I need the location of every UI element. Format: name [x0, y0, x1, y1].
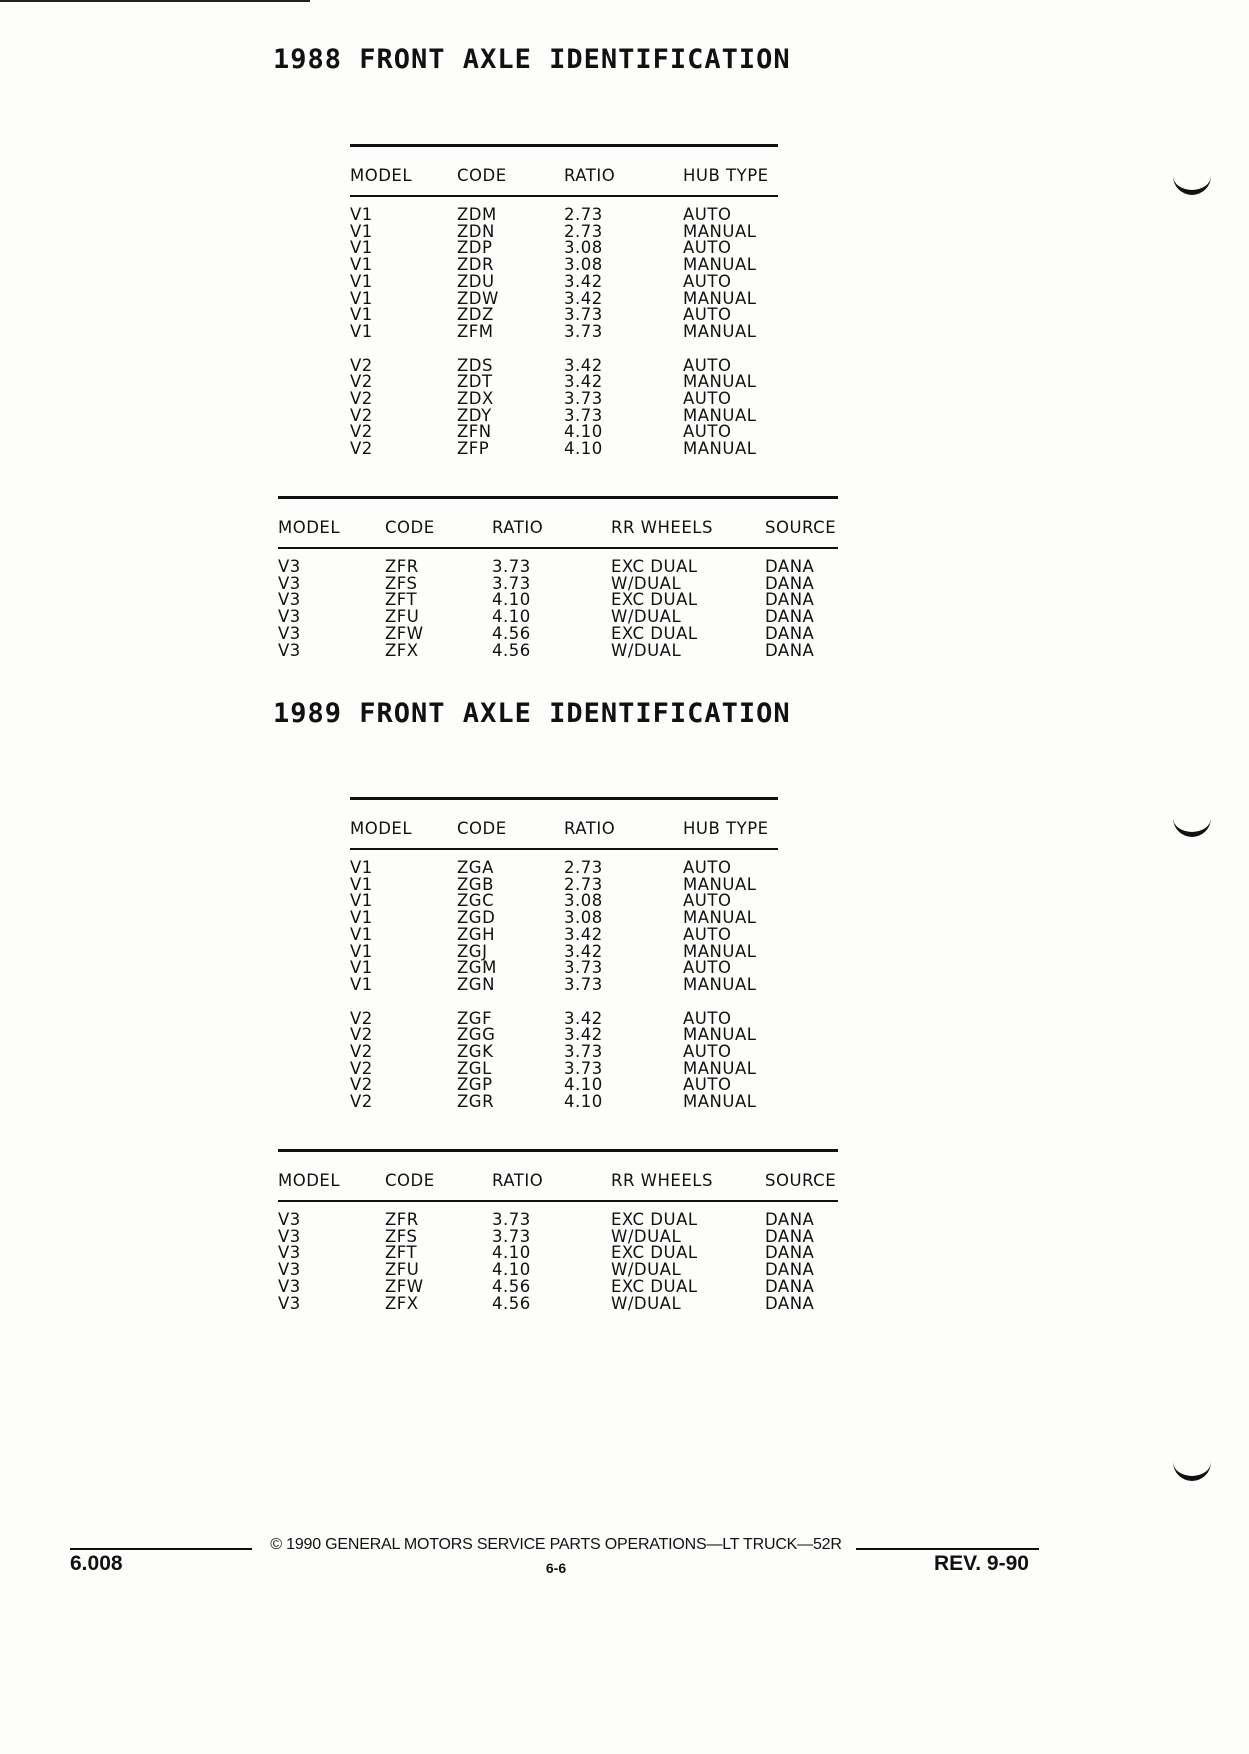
hub-table-1989 — [350, 797, 778, 1111]
table-cell: ZGL — [457, 1058, 492, 1078]
table-cell: 3.73 — [564, 1042, 603, 1062]
hub-table-1988 — [350, 144, 778, 458]
table-cell: 3.08 — [564, 891, 603, 911]
table-cell: EXC DUAL — [611, 1276, 698, 1296]
table-cell: MANUAL — [683, 1025, 757, 1045]
table-cell: 3.08 — [564, 255, 603, 275]
table-cell: V2 — [350, 1042, 373, 1062]
table-row — [350, 1094, 778, 1111]
column-header: HUB TYPE — [683, 818, 769, 838]
table-body — [350, 849, 778, 1111]
revision-label: REV. 9-90 — [934, 1552, 1029, 1575]
table-cell: 4.10 — [564, 1092, 603, 1112]
column-header: RR WHEELS — [611, 517, 713, 537]
table-cell: DANA — [765, 1210, 815, 1229]
table-cell: AUTO — [683, 1008, 732, 1028]
table-cell: ZGG — [457, 1025, 496, 1045]
table-cell: V3 — [278, 623, 301, 643]
table-cell: V3 — [278, 1276, 301, 1296]
table-row — [278, 576, 838, 593]
table-row — [278, 626, 838, 643]
table-cell: V3 — [278, 1243, 301, 1263]
table-cell: ZGN — [457, 974, 495, 994]
table-cell: AUTO — [683, 205, 732, 224]
table-cell: ZFN — [457, 422, 492, 442]
table-cell: ZDX — [457, 389, 494, 409]
table-cell: 3.73 — [564, 305, 603, 325]
table-cell: ZGC — [457, 891, 495, 911]
table-cell: 3.42 — [564, 924, 603, 944]
table-header-row — [278, 1151, 838, 1202]
table-cell: ZDS — [457, 355, 493, 375]
table-cell: ZFX — [385, 640, 419, 660]
table-cell: V3 — [278, 1260, 301, 1280]
table-cell: V1 — [350, 891, 373, 911]
table-cell: EXC DUAL — [611, 1243, 698, 1263]
table-cell: V1 — [350, 908, 373, 928]
table-cell: W/DUAL — [611, 607, 682, 627]
table-cell: 3.73 — [492, 1210, 531, 1229]
table-cell: V2 — [350, 372, 373, 392]
table-cell: 4.56 — [492, 1276, 531, 1296]
table-cell: V3 — [278, 1210, 301, 1229]
table-cell: ZFS — [385, 573, 418, 593]
table-cell: ZGP — [457, 1075, 493, 1095]
table-cell: ZDZ — [457, 305, 494, 325]
table-cell: V2 — [350, 405, 373, 425]
table-cell: W/DUAL — [611, 573, 682, 593]
table-cell: ZDM — [457, 205, 497, 224]
table-cell: 4.10 — [564, 439, 603, 459]
table-cell: EXC DUAL — [611, 590, 698, 610]
table-cell: ZFX — [385, 1293, 419, 1313]
column-header: CODE — [457, 818, 507, 838]
table-cell: ZDY — [457, 405, 492, 425]
table-cell: V2 — [350, 389, 373, 409]
footer-rule-left — [70, 1548, 252, 1550]
table-cell: DANA — [765, 1293, 815, 1313]
table-cell: 4.56 — [492, 1293, 531, 1313]
table-cell: ZGH — [457, 924, 495, 944]
table-row — [350, 341, 778, 375]
table-cell: AUTO — [683, 238, 732, 258]
table-cell: MANUAL — [683, 405, 757, 425]
table-cell: 3.73 — [492, 557, 531, 576]
table-cell: MANUAL — [683, 1058, 757, 1078]
table-cell: V2 — [350, 1058, 373, 1078]
table-cell: ZGD — [457, 908, 496, 928]
table-header-row — [278, 498, 838, 549]
table-cell: V1 — [350, 205, 373, 224]
table-cell: V1 — [350, 255, 373, 275]
table-cell: MANUAL — [683, 1092, 757, 1112]
page-number: 6-6 — [545, 1560, 567, 1576]
table-cell: 3.73 — [564, 321, 603, 341]
table-row — [278, 1245, 838, 1262]
table-cell: V1 — [350, 974, 373, 994]
table-cell: MANUAL — [683, 874, 757, 894]
table-cell: ZFT — [385, 590, 418, 610]
table-cell: 3.73 — [564, 974, 603, 994]
table-row — [278, 1296, 838, 1313]
table-cell: V2 — [350, 355, 373, 375]
table-cell: 2.73 — [564, 221, 603, 241]
table-cell: V1 — [350, 321, 373, 341]
table-cell: V1 — [350, 874, 373, 894]
table-cell: EXC DUAL — [611, 1210, 698, 1229]
table-body — [350, 196, 778, 458]
table-cell: W/DUAL — [611, 640, 682, 660]
table-cell: V3 — [278, 607, 301, 627]
column-header: CODE — [385, 517, 435, 537]
table-cell: MANUAL — [683, 974, 757, 994]
table-cell: 3.08 — [564, 238, 603, 258]
table-cell: 3.42 — [564, 1008, 603, 1028]
table-row — [350, 441, 778, 458]
table-cell: 4.10 — [492, 590, 531, 610]
table-cell: 2.73 — [564, 858, 603, 877]
table-cell: 3.42 — [564, 372, 603, 392]
table-cell: AUTO — [683, 891, 732, 911]
table-cell: ZFW — [385, 623, 424, 643]
table-cell: V2 — [350, 422, 373, 442]
table-row — [350, 927, 778, 944]
table-cell: 3.73 — [564, 1058, 603, 1078]
table-cell: 3.42 — [564, 1025, 603, 1045]
table-cell: 2.73 — [564, 205, 603, 224]
table-cell: V1 — [350, 858, 373, 877]
table-cell: DANA — [765, 1226, 815, 1246]
table-row — [350, 324, 778, 341]
table-body — [278, 548, 838, 659]
table-cell: V3 — [278, 1293, 301, 1313]
table-cell: ZDU — [457, 271, 495, 291]
table-cell: W/DUAL — [611, 1226, 682, 1246]
table-cell: V3 — [278, 640, 301, 660]
table-cell: ZFS — [385, 1226, 418, 1246]
table-cell: ZFR — [385, 557, 419, 576]
table-cell: V1 — [350, 271, 373, 291]
table-cell: V3 — [278, 557, 301, 576]
table-cell: ZFW — [385, 1276, 424, 1296]
table-cell: DANA — [765, 623, 815, 643]
column-header: RR WHEELS — [611, 1170, 713, 1190]
table-cell: V2 — [350, 1092, 373, 1112]
table-cell: DANA — [765, 640, 815, 660]
table-row — [278, 1201, 838, 1229]
footer-rule-right — [856, 1548, 1039, 1550]
table-cell: AUTO — [683, 422, 732, 442]
table-cell: MANUAL — [683, 941, 757, 961]
column-header: RATIO — [492, 517, 544, 537]
table-row — [278, 643, 838, 660]
column-header: SOURCE — [765, 517, 837, 537]
table-cell: DANA — [765, 590, 815, 610]
table-row — [350, 196, 778, 224]
table-row — [350, 994, 778, 1028]
table-cell: ZGR — [457, 1092, 495, 1112]
table-cell: V1 — [350, 238, 373, 258]
table-cell: V1 — [350, 288, 373, 308]
table-cell: AUTO — [683, 355, 732, 375]
table-cell: V1 — [350, 221, 373, 241]
table-header-row — [350, 799, 778, 850]
table-row — [278, 592, 838, 609]
table-cell: 3.73 — [564, 389, 603, 409]
table-cell: ZFT — [385, 1243, 418, 1263]
table-body — [278, 1201, 838, 1312]
table-cell: ZFP — [457, 439, 490, 459]
column-header: CODE — [385, 1170, 435, 1190]
table-cell: 3.42 — [564, 271, 603, 291]
table-cell: AUTO — [683, 1042, 732, 1062]
table-cell: 4.10 — [492, 607, 531, 627]
table-cell: 3.42 — [564, 288, 603, 308]
table-cell: AUTO — [683, 271, 732, 291]
column-header: SOURCE — [765, 1170, 837, 1190]
table-cell: MANUAL — [683, 372, 757, 392]
table-cell: EXC DUAL — [611, 623, 698, 643]
section-title-1989: 1989 FRONT AXLE IDENTIFICATION — [273, 698, 791, 729]
table-cell: ZDR — [457, 255, 494, 275]
table-cell: 3.08 — [564, 908, 603, 928]
table-cell: MANUAL — [683, 255, 757, 275]
rr-wheels-table-1988 — [278, 496, 838, 659]
table-cell: 3.42 — [564, 941, 603, 961]
table-cell: V3 — [278, 573, 301, 593]
table-cell: 2.73 — [564, 874, 603, 894]
rr-wheels-table-1989 — [278, 1149, 838, 1312]
table-cell: V1 — [350, 941, 373, 961]
table-cell: V2 — [350, 1025, 373, 1045]
table-cell: AUTO — [683, 1075, 732, 1095]
table-cell: 3.73 — [564, 958, 603, 978]
table-cell: 4.10 — [564, 422, 603, 442]
table-cell: EXC DUAL — [611, 557, 698, 576]
table-cell: AUTO — [683, 389, 732, 409]
table-cell: AUTO — [683, 924, 732, 944]
table-cell: DANA — [765, 557, 815, 576]
punch-hole-mark — [1173, 176, 1211, 195]
table-cell: 4.10 — [492, 1243, 531, 1263]
column-header: MODEL — [350, 818, 413, 838]
column-header: HUB TYPE — [683, 165, 769, 185]
table-cell: V3 — [278, 590, 301, 610]
table-cell: V2 — [350, 1008, 373, 1028]
table-cell: V2 — [350, 439, 373, 459]
table-cell: ZGF — [457, 1008, 493, 1028]
table-cell: 3.73 — [492, 573, 531, 593]
punch-hole-mark — [1173, 818, 1211, 837]
table-cell: 3.73 — [492, 1226, 531, 1246]
column-header: RATIO — [564, 818, 616, 838]
table-row — [278, 1279, 838, 1296]
table-cell: MANUAL — [683, 288, 757, 308]
column-header: MODEL — [278, 1170, 341, 1190]
table-row — [350, 849, 778, 877]
table-cell: ZDN — [457, 221, 495, 241]
table-cell: AUTO — [683, 858, 732, 877]
table-row — [278, 1229, 838, 1246]
section-number: 6.008 — [70, 1552, 123, 1575]
table-cell: W/DUAL — [611, 1293, 682, 1313]
table-cell: AUTO — [683, 958, 732, 978]
section-title-1988: 1988 FRONT AXLE IDENTIFICATION — [273, 44, 791, 75]
punch-hole-mark — [1173, 1462, 1211, 1481]
table-cell: MANUAL — [683, 221, 757, 241]
column-header: CODE — [457, 165, 507, 185]
table-cell: V3 — [278, 1226, 301, 1246]
table-cell: ZFU — [385, 607, 420, 627]
table-cell: V1 — [350, 305, 373, 325]
table-cell: 4.10 — [564, 1075, 603, 1095]
table-cell: ZFU — [385, 1260, 420, 1280]
table-header-row — [350, 146, 778, 197]
table-cell: DANA — [765, 573, 815, 593]
column-header: MODEL — [350, 165, 413, 185]
table-cell: V2 — [350, 1075, 373, 1095]
table-cell: ZDP — [457, 238, 493, 258]
table-cell: 3.73 — [564, 405, 603, 425]
copyright-notice: © 1990 GENERAL MOTORS SERVICE PARTS OPERATIONS—LT TRUCK—52R — [270, 1536, 842, 1553]
table-row — [278, 1262, 838, 1279]
column-header: MODEL — [278, 517, 341, 537]
table-cell: 4.56 — [492, 623, 531, 643]
column-header: RATIO — [564, 165, 616, 185]
table-cell: V1 — [350, 924, 373, 944]
table-cell: DANA — [765, 1276, 815, 1296]
table-row — [350, 977, 778, 994]
table-cell: 3.42 — [564, 355, 603, 375]
table-cell: DANA — [765, 607, 815, 627]
top-edge-rule — [0, 0, 310, 2]
table-cell: ZFM — [457, 321, 494, 341]
table-cell: MANUAL — [683, 439, 757, 459]
table-cell: V1 — [350, 958, 373, 978]
table-cell: ZGJ — [457, 941, 488, 961]
table-cell: 4.10 — [492, 1260, 531, 1280]
table-row — [350, 274, 778, 291]
table-cell: DANA — [765, 1260, 815, 1280]
table-cell: ZGB — [457, 874, 494, 894]
column-header: RATIO — [492, 1170, 544, 1190]
table-cell: ZGK — [457, 1042, 494, 1062]
table-cell: ZDW — [457, 288, 499, 308]
table-cell: ZDT — [457, 372, 493, 392]
table-cell: ZFR — [385, 1210, 419, 1229]
table-row — [278, 548, 838, 576]
table-row — [278, 609, 838, 626]
table-cell: MANUAL — [683, 321, 757, 341]
table-cell: 4.56 — [492, 640, 531, 660]
table-cell: ZGM — [457, 958, 497, 978]
table-cell: ZGA — [457, 858, 494, 877]
table-cell: MANUAL — [683, 908, 757, 928]
table-cell: AUTO — [683, 305, 732, 325]
table-cell: DANA — [765, 1243, 815, 1263]
table-cell: W/DUAL — [611, 1260, 682, 1280]
